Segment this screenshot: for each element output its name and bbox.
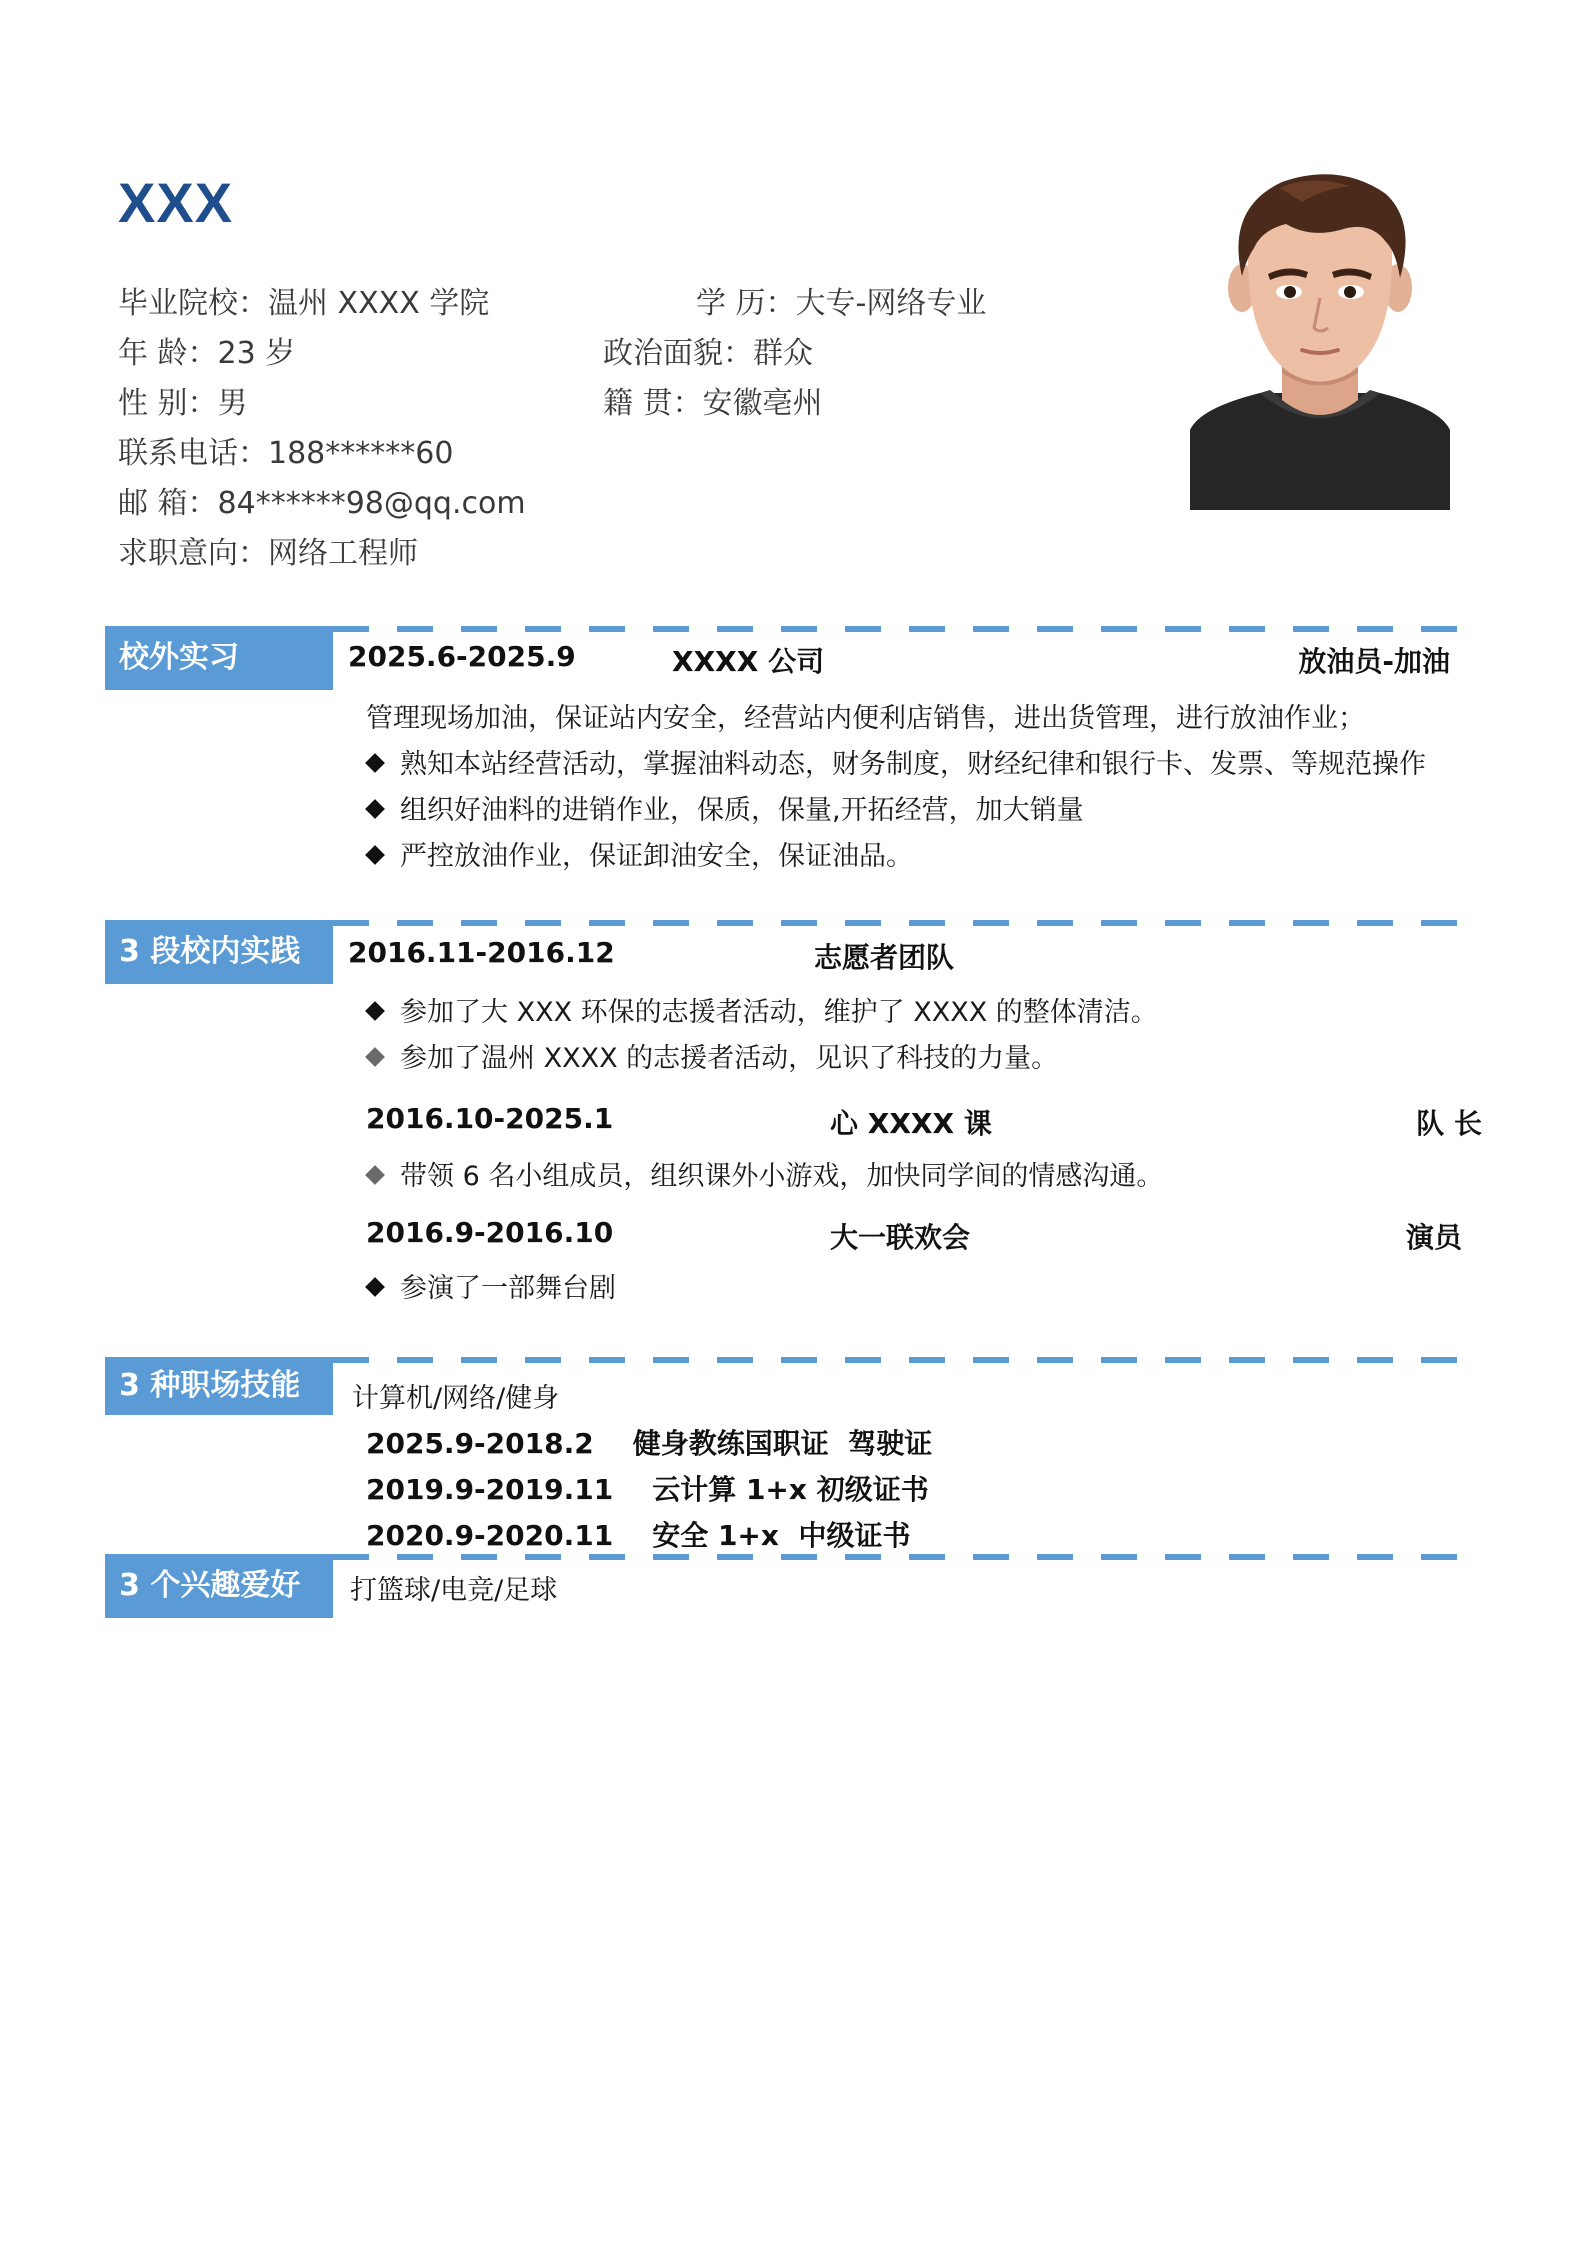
list-item: 熟知本站经营活动，掌握油料动态，财务制度，财经纪律和银行卡、发票、等规范操作 [368,742,1426,781]
section-label-campus: 3 段校内实践 [105,920,333,984]
skills-summary: 计算机/网络/健身 [352,1383,560,1414]
section-label-skills: 3 种职场技能 [105,1357,333,1415]
info-political: 政治面貌：群众 [603,336,813,371]
campus-date: 2016.10-2025.1 [366,1102,614,1135]
skill-cert: 2019.9-2019.11 云计算 1+x 初级证书 [366,1473,929,1506]
avatar [1190,168,1450,510]
info-gender: 性 别：男 [118,386,248,421]
internship-role: 放油员-加油 [1298,645,1450,678]
internship-org: XXXX 公司 [672,645,825,678]
diamond-bullet-icon [365,1165,385,1185]
campus-date: 2016.11-2016.12 [348,936,615,969]
list-item: 参加了温州 XXXX 的志援者活动，见识了科技的力量。 [368,1036,1058,1075]
info-email: 邮 箱：84******98@qq.com [118,486,526,521]
campus-role: 队 长 [1416,1107,1482,1140]
list-item: 带领 6 名小组成员，组织课外小游戏，加快同学间的情感沟通。 [368,1154,1163,1193]
info-education: 学 历：大专-网络专业 [696,286,987,321]
internship-summary: 管理现场加油，保证站内安全，经营站内便利店销售，进出货管理，进行放油作业； [366,703,1365,734]
diamond-bullet-icon [365,799,385,819]
section-label-hobbies: 3 个兴趣爱好 [105,1554,333,1618]
diamond-bullet-icon [365,1047,385,1067]
info-age: 年 龄：23 岁 [118,336,296,371]
info-origin: 籍 贯：安徽亳州 [603,386,823,421]
campus-role: 演员 [1405,1221,1462,1254]
hobbies-summary: 打篮球/电竞/足球 [350,1575,558,1606]
info-objective: 求职意向：网络工程师 [118,536,418,571]
list-item: 参演了一部舞台剧 [368,1266,616,1305]
section-divider [333,1554,1468,1560]
campus-date: 2016.9-2016.10 [366,1216,614,1249]
diamond-bullet-icon [365,1001,385,1021]
list-item: 组织好油料的进销作业，保质，保量,开拓经营，加大销量 [368,788,1084,827]
diamond-bullet-icon [365,1277,385,1297]
skill-cert: 2025.9-2018.2 健身教练国职证 驾驶证 [366,1427,933,1460]
section-divider [333,626,1468,632]
diamond-bullet-icon [365,845,385,865]
campus-org: 志愿者团队 [814,941,955,974]
campus-org: 心 XXXX 课 [830,1107,992,1140]
section-divider [333,1357,1468,1363]
list-item: 参加了大 XXX 环保的志援者活动，维护了 XXXX 的整体清洁。 [368,990,1158,1029]
info-school: 毕业院校：温州 XXXX 学院 [118,286,490,321]
list-item: 严控放油作业，保证卸油安全，保证油品。 [368,834,913,873]
diamond-bullet-icon [365,753,385,773]
avatar-illustration [1190,168,1450,510]
campus-org: 大一联欢会 [830,1221,971,1254]
section-label-internship: 校外实习 [105,626,333,690]
candidate-name: XXX [118,171,234,234]
skill-cert: 2020.9-2020.11 安全 1+x 中级证书 [366,1519,911,1552]
section-divider [333,920,1468,926]
info-phone: 联系电话：188******60 [118,436,454,471]
internship-date: 2025.6-2025.9 [348,640,576,673]
